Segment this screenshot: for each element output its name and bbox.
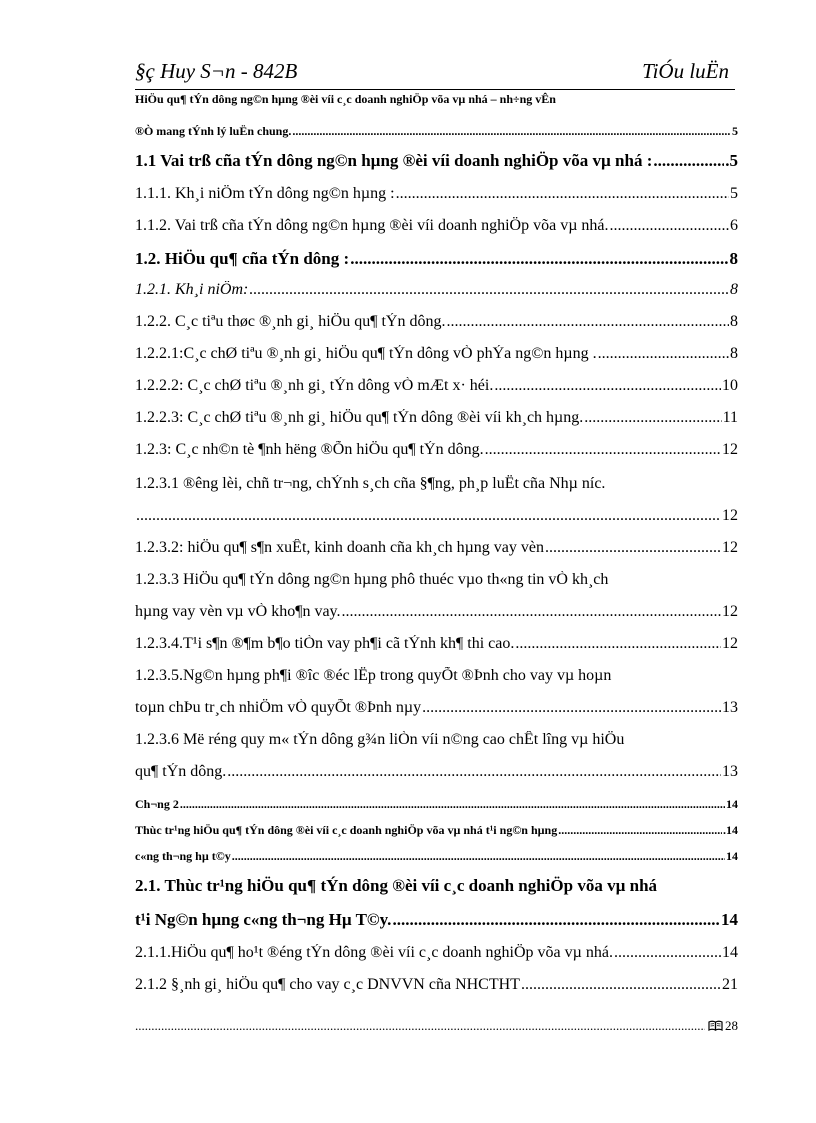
toc-entry-text: 1.2. HiÖu qu¶ cña tÝn dông : bbox=[135, 249, 350, 268]
header-author: §ç Huy S¬n - 842B bbox=[135, 59, 298, 83]
toc-entry-text: 1.1.2. Vai trß cña tÝn dông ng©n hµng ®èi víi doanh nghiÖp võa vµ nhá. bbox=[135, 217, 609, 234]
toc-entry bbox=[135, 475, 738, 493]
toc-entry-text: Ch¬ng 2 bbox=[135, 797, 179, 811]
toc-entry-page: 14 bbox=[721, 910, 738, 929]
toc-entry-text: 2.1.2 §¸nh gi¸ hiÖu qu¶ cho vay c¸c DNVVN cña NHCTHT bbox=[135, 976, 520, 993]
toc-entry bbox=[135, 699, 738, 717]
toc-entry bbox=[135, 910, 738, 930]
toc-entry-page: 5 bbox=[730, 185, 738, 202]
toc-entry-text: 2.1.1.HiÖu qu¶ ho¹t ®éng tÝn dông ®èi víi c¸c doanh nghiÖp võa vµ nhá. bbox=[135, 944, 613, 961]
toc-entry bbox=[135, 409, 738, 427]
toc-entry bbox=[135, 377, 738, 395]
toc-entry-text: Thùc tr¹ng hiÖu qu¶ tÝn dông ®èi víi c¸c doanh nghiÖp võa vµ nhá t¹i ng©n hµng bbox=[135, 823, 558, 837]
toc-entry-text: 1.2.3.2: hiÖu qu¶ s¶n xuÊt, kinh doanh cña kh¸ch hµng vay vèn bbox=[135, 539, 544, 556]
toc-entry bbox=[135, 92, 738, 107]
toc-entry-page: 21 bbox=[722, 976, 738, 993]
toc-entry bbox=[135, 539, 738, 557]
footer-rule bbox=[135, 1018, 705, 1034]
toc-entry-text: HiÖu qu¶ tÝn dông ng©n hµng ®èi víi c¸c doanh nghiÖp võa vµ nhá – nh÷ng vÊn bbox=[135, 92, 556, 106]
toc-entry bbox=[135, 249, 738, 269]
toc-entry bbox=[135, 976, 738, 994]
page-footer bbox=[135, 1018, 738, 1034]
toc-entry-page: 8 bbox=[729, 249, 738, 268]
toc-entry-page: 13 bbox=[722, 763, 738, 780]
toc-entry-page: 13 bbox=[722, 699, 738, 716]
toc-entry-text: hµng vay vèn vµ vÒ kho¶n vay. bbox=[135, 603, 341, 620]
toc-entry bbox=[135, 124, 738, 139]
toc-entry-page: 6 bbox=[730, 217, 738, 234]
toc-entry bbox=[135, 281, 738, 299]
toc-entry-text: t¹i Ng©n hµng c«ng th¬ng Hµ T©y. bbox=[135, 910, 392, 929]
toc-entry bbox=[135, 944, 738, 962]
toc-entry bbox=[135, 441, 738, 459]
toc-entry-page: .5 bbox=[725, 151, 738, 170]
toc-entry-text: c«ng th¬ng hµ t©y bbox=[135, 849, 231, 863]
toc-entry bbox=[135, 603, 738, 621]
toc-entry bbox=[135, 507, 738, 525]
toc-entry-text: 1.2.3.6 Më réng quy m« tÝn dông g¾n liÒn víi n©ng cao chÊt lîng vµ hiÖu bbox=[135, 731, 625, 748]
toc-entry bbox=[135, 849, 738, 864]
toc-entry-page: 11 bbox=[722, 409, 738, 426]
toc-entry-page: 8 bbox=[730, 345, 738, 362]
toc-entry bbox=[135, 151, 738, 171]
toc-entry-page: 12 bbox=[722, 507, 738, 524]
toc-entry-text: toµn chÞu tr¸ch nhiÖm vÒ quyÕt ®Þnh nµy bbox=[135, 699, 422, 716]
toc-entry-page: 5 bbox=[732, 124, 738, 138]
toc-entry-text: 1.2.3.4.T¹i s¶n ®¶m b¶o tiÒn vay ph¶i cã tÝnh kh¶ thi cao. bbox=[135, 635, 515, 652]
toc-entry bbox=[135, 763, 738, 781]
page-number: 28 bbox=[725, 1018, 738, 1033]
toc-entry-text: 1.1.1. Kh¸i niÖm tÝn dông ng©n hµng : bbox=[135, 185, 395, 202]
toc-entry bbox=[135, 667, 738, 685]
toc-entry-page: 12 bbox=[722, 635, 738, 652]
toc-entry bbox=[135, 571, 738, 589]
toc-entry-text: ®Ò mang tÝnh lý luËn chung. bbox=[135, 124, 292, 138]
toc-entry-text: 1.1 Vai trß cña tÝn dông ng©n hµng ®èi víi doanh nghiÖp võa vµ nhá : bbox=[135, 151, 653, 170]
toc-entry-page: .14 bbox=[723, 823, 738, 837]
toc-entry-text: 1.2.2. C¸c tiªu thøc ®¸nh gi¸ hiÖu qu¶ tÝn dông. bbox=[135, 313, 446, 330]
toc-entry bbox=[135, 823, 738, 838]
toc-entry-page: 14 bbox=[726, 849, 738, 863]
toc-entry bbox=[135, 876, 738, 896]
toc-entry bbox=[135, 185, 738, 203]
toc-entry bbox=[135, 217, 738, 235]
toc-entry-page: 8 bbox=[730, 281, 738, 298]
toc-entry-text: 1.2.2.2: C¸c chØ tiªu ®¸nh gi¸ tÝn dông vÒ mÆt x· héi. bbox=[135, 377, 494, 394]
header-doc-type: TiÓu luËn bbox=[642, 59, 729, 83]
toc-entry-page: .14 bbox=[718, 944, 738, 961]
toc-entry-text: 1.2.3.1 ®êng lèi, chñ tr¬ng, chÝnh s¸ch cña §¶ng, ph¸p luËt cña Nhµ níc. bbox=[135, 475, 606, 492]
toc-entry-page: 12 bbox=[722, 441, 738, 458]
toc-entry-page: 12 bbox=[722, 539, 738, 556]
page-header bbox=[135, 55, 735, 90]
toc-entry-text: 1.2.3.5.Ng©n hµng ph¶i ®îc ®éc lËp trong quyÕt ®Þnh cho vay vµ hoµn bbox=[135, 667, 612, 684]
toc-entry-text: qu¶ tÝn dông. bbox=[135, 763, 227, 780]
toc-entry bbox=[135, 313, 738, 331]
toc-entry-page: 14 bbox=[726, 797, 738, 811]
toc-entry bbox=[135, 635, 738, 653]
toc-entry-text: 1.2.2.1:C¸c chØ tiªu ®¸nh gi¸ hiÖu qu¶ tÝn dông vÒ phÝa ng©n hµng . bbox=[135, 345, 597, 362]
book-icon bbox=[708, 1020, 723, 1031]
toc-entry-text: 1.2.3.3 HiÖu qu¶ tÝn dông ng©n hµng phô thuéc vµo th«ng tin vÒ kh¸ch bbox=[135, 571, 609, 588]
toc-entry-text: 1.2.2.3: C¸c chØ tiªu ®¸nh gi¸ hiÖu qu¶ tÝn dông ®èi víi kh¸ch hµng. bbox=[135, 409, 584, 426]
toc-entry-page: 10 bbox=[722, 377, 738, 394]
toc-entry-page: 8 bbox=[730, 313, 738, 330]
toc-entry bbox=[135, 731, 738, 749]
toc-entry-text: 1.2.3: C¸c nh©n tè ¶nh hëng ®Õn hiÖu qu¶ tÝn dông. bbox=[135, 441, 484, 458]
toc-entry-text: 2.1. Thùc tr¹ng hiÖu qu¶ tÝn dông ®èi víi c¸c doanh nghiÖp võa vµ nhá bbox=[135, 876, 658, 895]
toc-entry bbox=[135, 345, 738, 363]
toc-entry-text: 1.2.1. Kh¸i niÖm: bbox=[135, 281, 249, 298]
toc-entry-page: 12 bbox=[722, 603, 738, 620]
toc-entry bbox=[135, 797, 738, 812]
